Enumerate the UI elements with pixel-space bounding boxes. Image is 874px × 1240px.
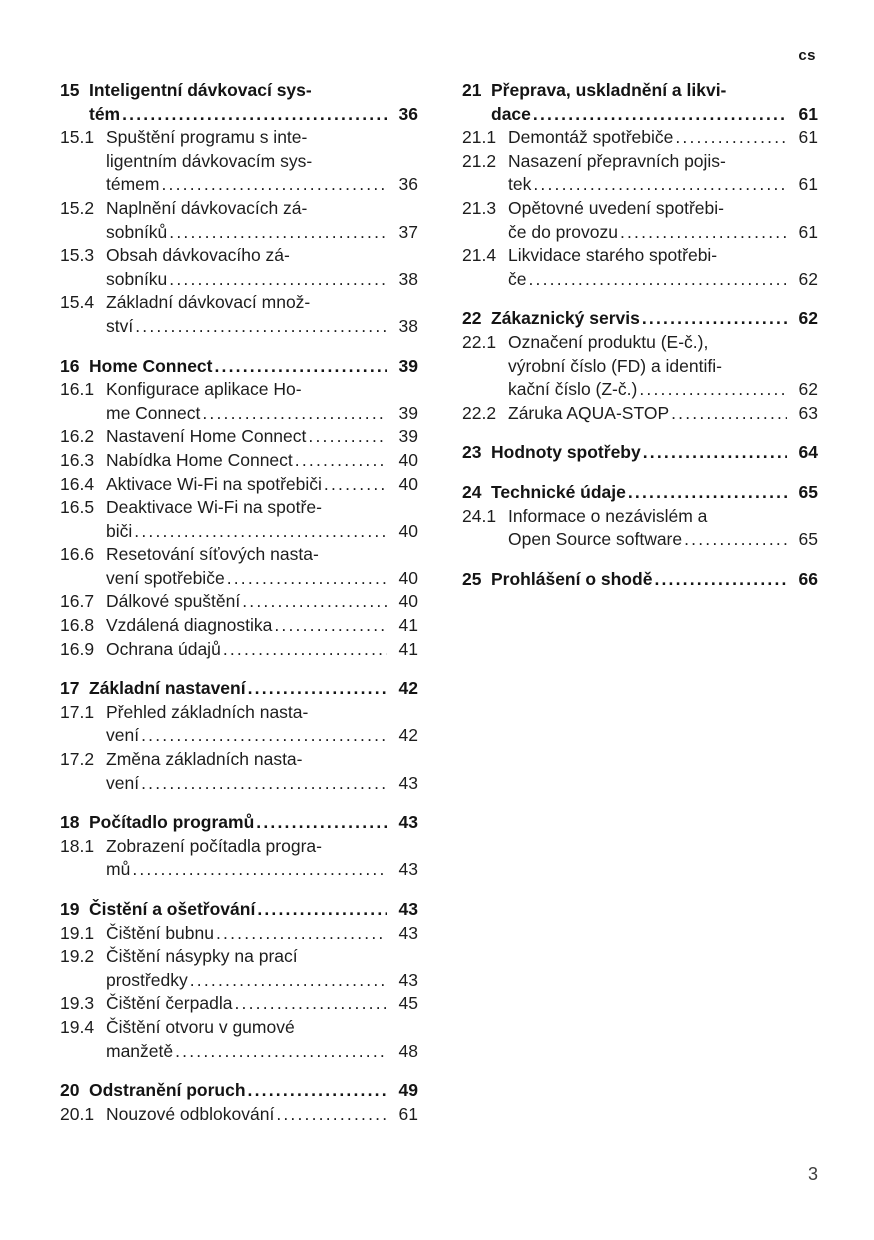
toc-page-ref: 43 — [398, 969, 418, 990]
toc-page-ref: 41 — [398, 615, 418, 636]
toc-page-ref: 39 — [398, 402, 418, 423]
toc-entry-line — [106, 701, 418, 725]
toc-entry-number: 18 — [60, 812, 80, 833]
toc-entry-number: 17 — [60, 678, 80, 699]
toc-leader-dots — [242, 590, 387, 614]
toc-entry-title: vení spotřebiče — [106, 567, 225, 588]
toc-leader-dots — [671, 402, 787, 426]
toc-subsection-entry — [60, 748, 418, 795]
toc-leader-dots — [675, 126, 787, 150]
toc-page-ref: 38 — [398, 315, 418, 336]
toc-subsection-entry — [60, 1016, 418, 1063]
toc-entry-title: Přehled základních nasta- — [106, 701, 309, 722]
toc-entry-title: Resetování síťových nasta- — [106, 544, 319, 565]
toc-entry-number: 16.2 — [60, 426, 95, 447]
toc-entry-title: Naplnění dávkovacích zá- — [106, 197, 308, 218]
toc-entry-number: 23 — [462, 442, 482, 463]
toc-entry-title: Přeprava, uskladnění a likvi- — [491, 80, 727, 100]
toc-entry-title: Konfigurace aplikace Ho- — [106, 379, 302, 400]
toc-subsection-entry — [462, 505, 818, 552]
toc-subsection-entry — [60, 291, 418, 338]
toc-column-right — [462, 79, 818, 591]
toc-entry-title: me Connect — [106, 402, 201, 423]
toc-leader-dots — [134, 520, 387, 544]
toc-page-ref: 42 — [398, 725, 418, 746]
toc-section-entry — [60, 898, 418, 922]
toc-leader-dots — [533, 103, 787, 127]
toc-entry-line — [106, 268, 418, 292]
toc-entry-number: 19 — [60, 899, 80, 919]
toc-page-ref: 39 — [398, 355, 418, 376]
language-code-label: cs — [798, 47, 816, 64]
toc-entry-title: Čištění čerpadla — [106, 993, 233, 1014]
toc-entry-number: 16.6 — [60, 544, 95, 565]
toc-entry-line — [491, 568, 818, 592]
toc-leader-dots — [227, 567, 387, 591]
toc-subsection-entry — [60, 922, 418, 946]
toc-entry-number: 15 — [60, 80, 80, 100]
toc-entry-line — [508, 244, 818, 268]
toc-entry-number: 21.4 — [462, 245, 497, 266]
toc-subsection-entry — [60, 638, 418, 662]
toc-entry-title: če do provozu — [508, 221, 618, 242]
toc-leader-dots — [169, 268, 387, 292]
toc-entry-line — [106, 221, 418, 245]
toc-entry-line — [508, 378, 818, 402]
toc-subsection-entry — [60, 992, 418, 1016]
toc-leader-dots — [654, 568, 787, 592]
toc-subsection-entry — [60, 197, 418, 244]
toc-page-ref: 62 — [798, 379, 818, 400]
toc-page-ref: 40 — [398, 473, 418, 494]
toc-entry-line — [89, 898, 418, 922]
toc-leader-dots — [223, 638, 387, 662]
toc-section-entry — [60, 811, 418, 835]
toc-entry-line — [89, 355, 418, 379]
toc-entry-number: 16.8 — [60, 615, 95, 636]
toc-entry-title: Hodnoty spotřeby — [491, 442, 641, 463]
toc-subsection-entry — [60, 473, 418, 497]
toc-entry-number: 16.4 — [60, 473, 95, 494]
toc-entry-number: 19.3 — [60, 993, 95, 1014]
toc-entry-line — [106, 473, 418, 497]
toc-entry-line — [106, 835, 418, 859]
toc-entry-line — [106, 772, 418, 796]
toc-entry-number: 16 — [60, 355, 80, 376]
toc-entry-number: 17.1 — [60, 701, 95, 722]
toc-subsection-entry — [462, 197, 818, 244]
toc-entry-line — [106, 748, 418, 772]
toc-leader-dots — [276, 1103, 387, 1127]
toc-entry-line — [106, 449, 418, 473]
toc-page-ref: 40 — [398, 449, 418, 470]
toc-entry-number: 21 — [462, 80, 482, 100]
toc-entry-line — [106, 402, 418, 426]
toc-subsection-entry — [60, 378, 418, 425]
toc-entry-line — [106, 567, 418, 591]
toc-section-entry — [462, 307, 818, 331]
toc-leader-dots — [190, 969, 387, 993]
toc-page-ref: 37 — [398, 221, 418, 242]
toc-entry-number: 15.3 — [60, 245, 95, 266]
toc-subsection-entry — [60, 244, 418, 291]
toc-entry-title: Nouzové odblokování — [106, 1103, 275, 1124]
toc-leader-dots — [642, 307, 787, 331]
toc-page-ref: 43 — [398, 899, 418, 919]
toc-subsection-entry — [60, 496, 418, 543]
toc-entry-line — [106, 150, 418, 174]
toc-subsection-entry — [60, 614, 418, 638]
toc-page-ref: 42 — [398, 678, 418, 699]
toc-entry-line — [106, 126, 418, 150]
toc-entry-title: tém — [89, 103, 121, 124]
toc-entry-title: vení — [106, 772, 140, 793]
toc-leader-dots — [274, 614, 387, 638]
toc-entry-line — [106, 543, 418, 567]
toc-entry-line — [89, 811, 418, 835]
toc-entry-line — [508, 126, 818, 150]
toc-entry-title: výrobní číslo (FD) a identifi- — [508, 355, 722, 376]
toc-page-ref: 49 — [398, 1080, 418, 1101]
toc-leader-dots — [257, 898, 387, 922]
toc-leader-dots — [132, 858, 387, 882]
toc-column-left — [60, 79, 418, 1126]
toc-subsection-entry — [60, 945, 418, 992]
toc-entry-title: Záruka AQUA-STOP — [508, 402, 670, 423]
toc-page-ref: 43 — [398, 772, 418, 793]
toc-subsection-entry — [60, 701, 418, 748]
toc-entry-title: sobníků — [106, 221, 168, 242]
toc-entry-number: 22 — [462, 308, 482, 329]
toc-entry-line — [106, 1103, 418, 1127]
toc-entry-line — [491, 441, 818, 465]
toc-entry-title: Nastavení Home Connect — [106, 426, 307, 447]
toc-entry-number: 21.3 — [462, 197, 497, 218]
toc-entry-title: Deaktivace Wi-Fi na spotře- — [106, 497, 322, 518]
toc-leader-dots — [214, 355, 387, 379]
toc-entry-number: 19.4 — [60, 1016, 95, 1037]
toc-page-ref: 61 — [398, 1103, 418, 1124]
toc-entry-line — [508, 268, 818, 292]
toc-entry-line — [491, 103, 818, 127]
toc-section-entry — [60, 1079, 418, 1103]
toc-entry-number: 19.2 — [60, 946, 95, 967]
toc-entry-title: tek — [508, 174, 532, 195]
toc-entry-number: 17.2 — [60, 749, 95, 770]
toc-leader-dots — [175, 1040, 387, 1064]
toc-leader-dots — [169, 221, 387, 245]
toc-page-ref: 40 — [398, 520, 418, 541]
toc-entry-line — [106, 291, 418, 315]
toc-entry-line — [106, 378, 418, 402]
toc-entry-line — [491, 307, 818, 331]
toc-entry-title: mů — [106, 859, 131, 880]
toc-entry-title: kační číslo (Z-č.) — [508, 379, 638, 400]
page-number: 3 — [807, 1164, 818, 1184]
toc-entry-line — [89, 677, 418, 701]
toc-leader-dots — [161, 173, 387, 197]
toc-subsection-entry — [60, 449, 418, 473]
toc-entry-line — [106, 197, 418, 221]
toc-leader-dots — [141, 724, 387, 748]
toc-entry-line — [106, 724, 418, 748]
toc-entry-title: Čištění bubnu — [106, 922, 214, 943]
toc-leader-dots — [122, 103, 387, 127]
toc-entry-title: Likvidace starého spotřebi- — [508, 245, 718, 266]
toc-leader-dots — [295, 449, 387, 473]
toc-page-ref: 43 — [398, 859, 418, 880]
toc-entry-number: 22.1 — [462, 331, 497, 352]
toc-entry-line — [106, 1040, 418, 1064]
toc-entry-title: biči — [106, 520, 133, 541]
toc-page-ref: 43 — [398, 812, 418, 833]
toc-entry-line — [508, 355, 818, 379]
toc-entry-line — [89, 103, 418, 127]
toc-entry-title: Nabídka Home Connect — [106, 449, 293, 470]
toc-page-ref: 38 — [398, 268, 418, 289]
toc-entry-title: Nasazení přepravních pojis- — [508, 150, 726, 171]
toc-subsection-entry — [462, 244, 818, 291]
toc-entry-line — [491, 481, 818, 505]
toc-leader-dots — [528, 268, 787, 292]
toc-entry-line — [106, 614, 418, 638]
toc-page-ref: 66 — [798, 568, 818, 589]
toc-entry-number: 18.1 — [60, 835, 95, 856]
toc-entry-line — [508, 221, 818, 245]
toc-entry-line — [89, 1079, 418, 1103]
toc-page-ref: 41 — [398, 638, 418, 659]
toc-leader-dots — [248, 677, 387, 701]
toc-entry-title: témem — [106, 174, 160, 195]
toc-entry-line — [106, 520, 418, 544]
toc-entry-title: Aktivace Wi-Fi na spotřebiči — [106, 473, 322, 494]
toc-leader-dots — [533, 173, 787, 197]
toc-entry-line — [508, 197, 818, 221]
toc-leader-dots — [234, 992, 387, 1016]
toc-entry-title: Home Connect — [89, 355, 213, 376]
toc-entry-number: 20.1 — [60, 1103, 95, 1124]
toc-entry-number: 15.4 — [60, 292, 95, 313]
toc-entry-title: Čistění a ošetřování — [89, 899, 256, 919]
toc-entry-number: 20 — [60, 1080, 80, 1101]
toc-leader-dots — [643, 441, 787, 465]
toc-page-ref: 62 — [798, 308, 818, 329]
toc-entry-number: 16.9 — [60, 638, 95, 659]
toc-leader-dots — [248, 1079, 387, 1103]
toc-leader-dots — [639, 378, 787, 402]
toc-subsection-entry — [462, 126, 818, 150]
toc-leader-dots — [620, 221, 787, 245]
toc-entry-number: 22.2 — [462, 402, 497, 423]
toc-subsection-entry — [462, 331, 818, 402]
toc-entry-title: ligentním dávkovacím sys- — [106, 150, 313, 171]
toc-entry-number: 25 — [462, 568, 482, 589]
toc-entry-number: 16.1 — [60, 379, 95, 400]
toc-entry-line — [508, 528, 818, 552]
toc-entry-line — [106, 858, 418, 882]
toc-entry-number: 21.2 — [462, 150, 497, 171]
toc-page-ref: 62 — [798, 268, 818, 289]
toc-entry-line — [508, 150, 818, 174]
toc-entry-line — [106, 1016, 418, 1040]
toc-page-ref: 39 — [398, 426, 418, 447]
toc-entry-line — [491, 79, 818, 103]
toc-entry-title: Zobrazení počítadla progra- — [106, 835, 322, 856]
toc-section-entry — [60, 677, 418, 701]
toc-entry-title: Odstranění poruch — [89, 1080, 246, 1101]
toc-page-ref: 40 — [398, 567, 418, 588]
toc-entry-line — [89, 79, 418, 103]
toc-subsection-entry — [462, 402, 818, 426]
toc-entry-line — [106, 638, 418, 662]
toc-leader-dots — [684, 528, 787, 552]
toc-subsection-entry — [60, 1103, 418, 1127]
toc-page-ref: 61 — [798, 103, 818, 124]
toc-entry-title: Obsah dávkovacího zá- — [106, 245, 290, 266]
toc-page-ref: 65 — [798, 529, 818, 550]
toc-leader-dots — [256, 811, 387, 835]
toc-entry-title: Čištění otvoru v gumové — [106, 1016, 295, 1037]
toc-entry-title: manžetě — [106, 1040, 174, 1061]
toc-entry-title: Prohlášení o shodě — [491, 568, 653, 589]
toc-entry-title: Technické údaje — [491, 481, 626, 502]
toc-entry-title: Zákaznický servis — [491, 308, 640, 329]
toc-entry-title: Základní nastavení — [89, 678, 246, 699]
toc-leader-dots — [324, 473, 387, 497]
toc-entry-line — [508, 505, 818, 529]
toc-page-ref: 36 — [398, 174, 418, 195]
toc-entry-title: Počítadlo programů — [89, 812, 255, 833]
toc-entry-number: 16.5 — [60, 497, 95, 518]
toc-subsection-entry — [60, 835, 418, 882]
toc-entry-number: 15.2 — [60, 197, 95, 218]
toc-entry-title: Čištění násypky na prací — [106, 946, 298, 967]
toc-subsection-entry — [60, 425, 418, 449]
toc-leader-dots — [216, 922, 387, 946]
toc-entry-title: ství — [106, 315, 134, 336]
toc-entry-title: Základní dávkovací množ- — [106, 292, 311, 313]
toc-leader-dots — [628, 481, 787, 505]
toc-entry-line — [106, 922, 418, 946]
toc-page-ref: 36 — [398, 103, 418, 124]
toc-page-ref: 40 — [398, 591, 418, 612]
toc-section-entry — [60, 355, 418, 379]
toc-entry-title: prostředky — [106, 969, 188, 990]
toc-subsection-entry — [60, 543, 418, 590]
toc-entry-title: Informace o nezávislém a — [508, 505, 708, 526]
toc-entry-number: 15.1 — [60, 127, 95, 148]
toc-page-ref: 63 — [798, 402, 818, 423]
toc-page-ref: 61 — [798, 221, 818, 242]
toc-entry-title: Demontáž spotřebiče — [508, 127, 674, 148]
toc-leader-dots — [141, 772, 387, 796]
toc-entry-line — [106, 173, 418, 197]
toc-entry-title: Vzdálená diagnostika — [106, 615, 273, 636]
toc-page-ref: 43 — [398, 922, 418, 943]
toc-entry-title: vení — [106, 725, 140, 746]
toc-entry-line — [106, 496, 418, 520]
toc-subsection-entry — [60, 126, 418, 197]
toc-entry-line — [106, 969, 418, 993]
toc-leader-dots — [202, 402, 387, 426]
toc-section-entry — [462, 481, 818, 505]
toc-entry-title: Inteligentní dávkovací sys- — [89, 80, 312, 100]
toc-page-ref: 48 — [398, 1040, 418, 1061]
toc-entry-number: 21.1 — [462, 127, 497, 148]
toc-entry-title: Open Source software — [508, 529, 683, 550]
toc-entry-number: 19.1 — [60, 922, 95, 943]
toc-page-ref: 61 — [798, 127, 818, 148]
toc-entry-title: sobníku — [106, 268, 168, 289]
toc-page-ref: 45 — [398, 993, 418, 1014]
toc-entry-title: Ochrana údajů — [106, 638, 221, 659]
toc-section-entry — [462, 568, 818, 592]
toc-section-entry — [462, 441, 818, 465]
toc-entry-title: če — [508, 268, 527, 289]
toc-entry-title: Opětovné uvedení spotřebi- — [508, 197, 724, 218]
toc-entry-line — [106, 945, 418, 969]
toc-entry-title: Změna základních nasta- — [106, 749, 303, 770]
toc-entry-line — [106, 590, 418, 614]
toc-entry-number: 16.7 — [60, 591, 95, 612]
toc-subsection-entry — [60, 590, 418, 614]
toc-entry-line — [106, 992, 418, 1016]
toc-entry-number: 24 — [462, 481, 482, 502]
toc-entry-title: Označení produktu (E-č.), — [508, 331, 709, 352]
toc-entry-line — [106, 244, 418, 268]
toc-section-entry — [462, 79, 818, 126]
toc-entry-line — [106, 315, 418, 339]
toc-subsection-entry — [462, 150, 818, 197]
toc-page-ref: 61 — [798, 174, 818, 195]
toc-leader-dots — [135, 315, 387, 339]
toc-page-ref: 65 — [798, 481, 818, 502]
toc-entry-line — [106, 425, 418, 449]
toc-entry-line — [508, 173, 818, 197]
toc-entry-title: Dálkové spuštění — [106, 591, 241, 612]
toc-entry-title: Spuštění programu s inte- — [106, 127, 308, 148]
toc-section-entry — [60, 79, 418, 126]
toc-leader-dots — [308, 425, 387, 449]
toc-entry-line — [508, 331, 818, 355]
toc-page-ref: 64 — [798, 442, 818, 463]
toc-entry-title: dace — [491, 103, 531, 124]
toc-entry-number: 16.3 — [60, 449, 95, 470]
toc-entry-line — [508, 402, 818, 426]
toc-entry-number: 24.1 — [462, 505, 497, 526]
